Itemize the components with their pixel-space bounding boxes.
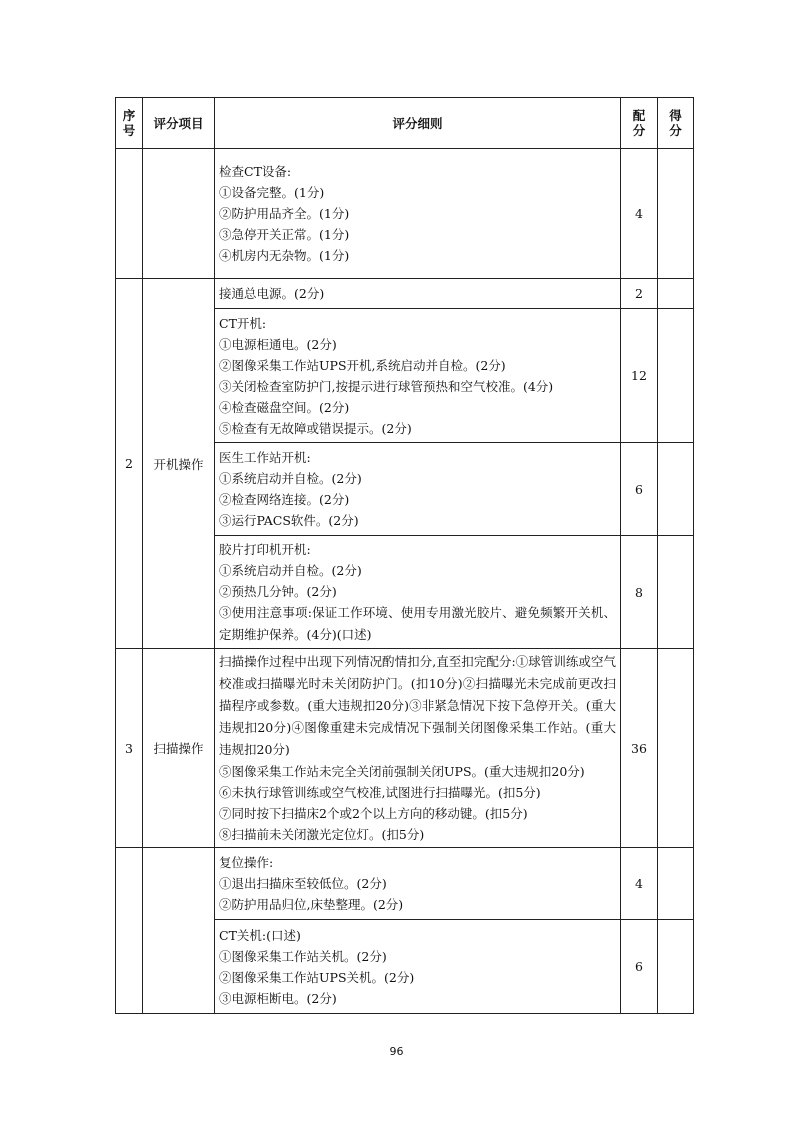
table-header-row bbox=[116, 98, 694, 149]
detail-line: ②图像采集工作站UPS关机。(2分) bbox=[219, 969, 415, 985]
detail-line: 复位操作: bbox=[219, 855, 274, 870]
detail-line: ①退出扫描床至较低位。(2分) bbox=[219, 876, 387, 891]
row-item: 扫描操作 bbox=[143, 649, 215, 848]
detail-line: 扫描操作过程中出现下列情况酌情扣分,直至扣完配分:①球管训练或空气校准或扫描曝光时未关闭防护门。(扣10分)②扫描曝光未完成前更改扫描程序或参数。(重大违规扣20分)③非紧急情况下按下急停开关。(重大违规扣20分)④图像重建未完成情况下强制关闭图像采集工作站。(重大违规扣20分) bbox=[219, 654, 616, 757]
row-score bbox=[658, 848, 694, 920]
detail-line: ⑤检查有无故障或错误提示。(2分) bbox=[219, 420, 412, 436]
table-row bbox=[116, 279, 694, 309]
row-points: 6 bbox=[621, 443, 658, 536]
row-detail bbox=[215, 149, 621, 279]
table-row bbox=[116, 848, 694, 920]
row-seq: 3 bbox=[116, 649, 143, 848]
row-points: 4 bbox=[621, 149, 658, 279]
header-detail: 评分细则 bbox=[215, 98, 621, 149]
row-item bbox=[143, 848, 215, 1014]
header-score: 得分 bbox=[658, 98, 694, 149]
detail-line: 胶片打印机开机: bbox=[219, 541, 311, 557]
row-points: 8 bbox=[621, 536, 658, 649]
detail-line: ①系统启动并自检。(2分) bbox=[219, 562, 362, 578]
row-detail bbox=[215, 309, 621, 443]
detail-line: ⑤图像采集工作站未完全关闭前强制关闭UPS。(重大违规扣20分) bbox=[219, 764, 585, 779]
header-points: 配分 bbox=[621, 98, 658, 149]
header-seq: 序号 bbox=[116, 98, 143, 149]
detail-line: ②防护用品归位,床垫整理。(2分) bbox=[219, 897, 404, 912]
row-detail bbox=[215, 536, 621, 649]
row-detail bbox=[215, 279, 621, 309]
row-score bbox=[658, 649, 694, 848]
detail-line: ③急停开关正常。(1分) bbox=[219, 227, 350, 242]
detail-line: 接通总电源。(2分) bbox=[219, 286, 325, 301]
detail-paragraph bbox=[219, 602, 616, 646]
row-points: 4 bbox=[621, 848, 658, 920]
table-row bbox=[116, 149, 694, 279]
row-seq: 2 bbox=[116, 279, 143, 649]
detail-line: ③关闭检查室防护门,按提示进行球管预热和空气校准。(4分) bbox=[219, 378, 554, 394]
detail-line: ⑥未执行球管训练或空气校准,试图进行扫描曝光。(扣5分) bbox=[219, 785, 541, 800]
detail-line: CT开机: bbox=[219, 315, 267, 331]
row-points: 36 bbox=[621, 649, 658, 848]
header-item: 评分项目 bbox=[143, 98, 215, 149]
row-score bbox=[658, 536, 694, 649]
detail-line: ①设备完整。(1分) bbox=[219, 185, 325, 200]
detail-line: ①系统启动并自检。(2分) bbox=[219, 471, 362, 486]
detail-line: ②预热几分钟。(2分) bbox=[219, 583, 337, 599]
detail-line: ④检查磁盘空间。(2分) bbox=[219, 399, 350, 415]
row-detail bbox=[215, 920, 621, 1014]
detail-line: ③电源柜断电。(2分) bbox=[219, 990, 337, 1006]
detail-line: ④机房内无杂物。(1分) bbox=[219, 248, 350, 263]
detail-line: 检查CT设备: bbox=[219, 164, 292, 179]
detail-line: 医生工作站开机: bbox=[219, 450, 311, 465]
row-item bbox=[143, 149, 215, 279]
detail-line: ⑦同时按下扫描床2个或2个以上方向的移动键。(扣5分) bbox=[219, 806, 528, 821]
row-detail bbox=[215, 443, 621, 536]
row-detail bbox=[215, 848, 621, 920]
detail-line: ①电源柜通电。(2分) bbox=[219, 336, 337, 352]
row-detail bbox=[215, 649, 621, 848]
row-score bbox=[658, 920, 694, 1014]
page-number: 96 bbox=[389, 1045, 404, 1058]
detail-line: ③运行PACS软件。(2分) bbox=[219, 513, 359, 528]
row-item: 开机操作 bbox=[143, 279, 215, 649]
table-row bbox=[116, 649, 694, 848]
detail-line: CT关机:(口述) bbox=[219, 927, 301, 943]
detail-line: ⑧扫描前未关闭激光定位灯。(扣5分) bbox=[219, 827, 425, 842]
row-points: 12 bbox=[621, 309, 658, 443]
row-score bbox=[658, 149, 694, 279]
detail-line: ③使用注意事项:保证工作环境、使用专用激光胶片、避免频繁开关机、定期维护保养。(4分)(口述) bbox=[219, 604, 616, 642]
scoring-table bbox=[115, 97, 694, 1014]
detail-line: ②防护用品齐全。(1分) bbox=[219, 206, 350, 221]
row-seq bbox=[116, 149, 143, 279]
row-score bbox=[658, 443, 694, 536]
row-points: 6 bbox=[621, 920, 658, 1014]
detail-line: ②检查网络连接。(2分) bbox=[219, 492, 350, 507]
detail-line: ②图像采集工作站UPS开机,系统启动并自检。(2分) bbox=[219, 357, 506, 373]
row-score bbox=[658, 279, 694, 309]
row-points: 2 bbox=[621, 279, 658, 309]
detail-line: ①图像采集工作站关机。(2分) bbox=[219, 948, 387, 964]
row-score bbox=[658, 309, 694, 443]
row-seq bbox=[116, 848, 143, 1014]
detail-paragraph bbox=[219, 651, 616, 761]
